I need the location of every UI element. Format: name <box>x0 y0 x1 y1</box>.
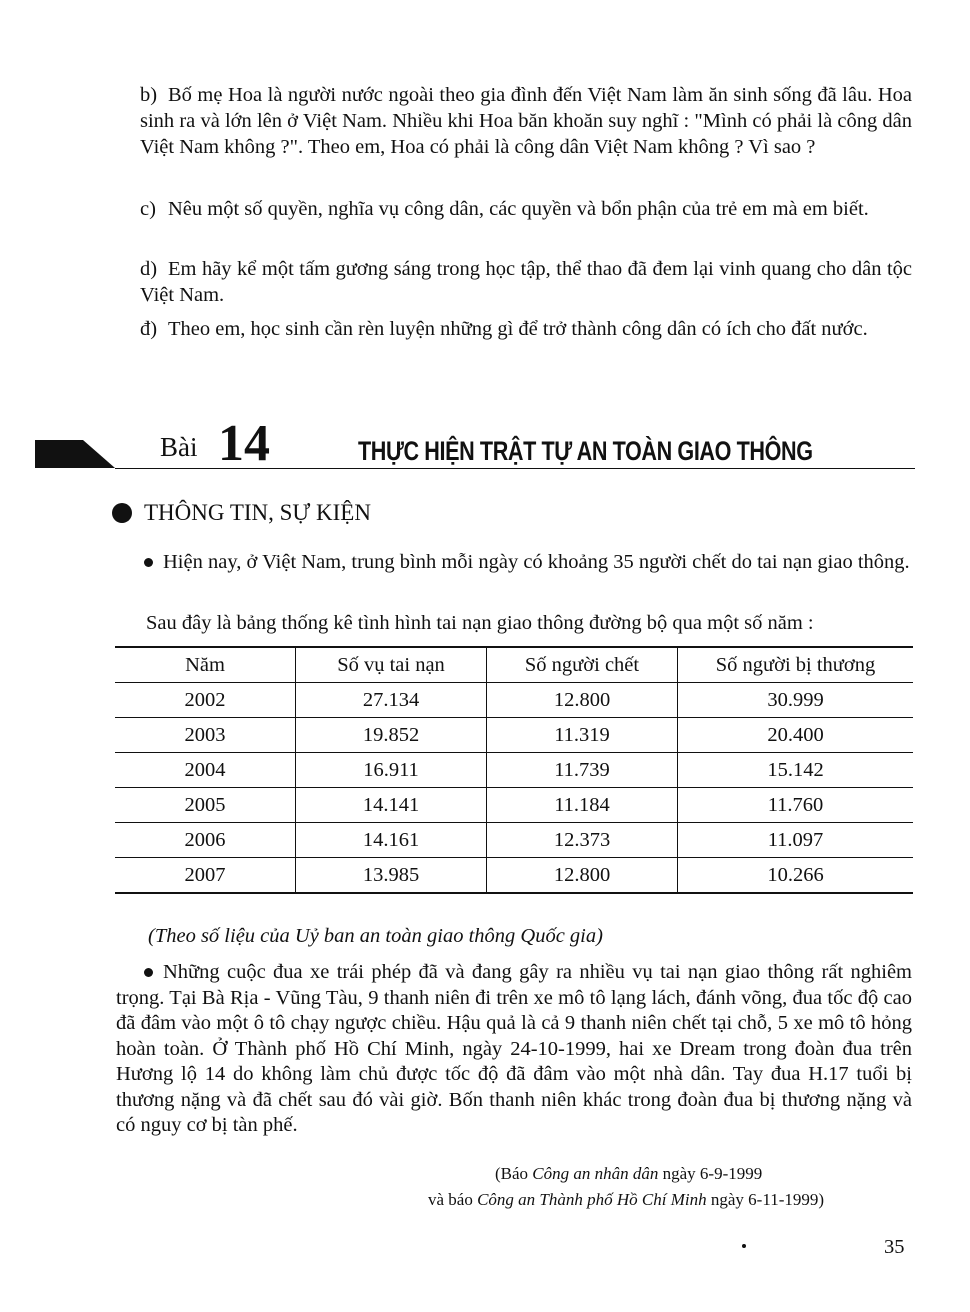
paragraph-text: Hiện nay, ở Việt Nam, trung bình mỗi ngày có khoảng 35 người chết do tai nạn giao thông. <box>163 551 910 573</box>
lesson-underline <box>115 468 915 469</box>
paragraph-table-intro <box>116 610 912 636</box>
cell-accidents: 16.911 <box>296 753 487 788</box>
section-title: THÔNG TIN, SỰ KIỆN <box>144 500 371 525</box>
cell-deaths: 12.800 <box>487 858 678 894</box>
citation-date: ngày 6-9-1999 <box>658 1164 763 1183</box>
cell-year: 2007 <box>115 858 296 894</box>
bullet-icon <box>144 558 153 567</box>
table-row <box>115 718 913 753</box>
cell-injured: 20.400 <box>678 718 914 753</box>
question-text: Bố mẹ Hoa là người nước ngoài theo gia đình đến Việt Nam làm ăn sinh sống đã lâu. Hoa sinh ra và lớn lên ở Việt Nam. Nhiều khi Hoa băn khoăn suy nghĩ : "Mình có phải là công dân Việt Nam không ?". Theo em, Hoa có phải là công dân Việt Nam không ? Vì sao ? <box>140 84 912 158</box>
question-label: b) <box>140 84 158 106</box>
table-row <box>115 753 913 788</box>
cell-year: 2005 <box>115 788 296 823</box>
page-number: 35 <box>884 1236 905 1258</box>
bullet-icon <box>144 968 153 977</box>
question-c <box>140 196 912 222</box>
section-bullet-icon <box>112 503 132 523</box>
cell-deaths: 11.319 <box>487 718 678 753</box>
table-header-row <box>115 647 913 683</box>
question-text: Theo em, học sinh cần rèn luyện những gì để trở thành công dân có ích cho đất nước. <box>168 318 868 340</box>
header-year: Năm <box>115 647 296 683</box>
header-deaths: Số người chết <box>487 647 678 683</box>
paragraph-text: Những cuộc đua xe trái phép đã và đang gây ra nhiều vụ tai nạn giao thông rất nghiêm trọng. Tại Bà Rịa - Vũng Tàu, 9 thanh niên đi trên xe mô tô lạng lách, đánh võng, đua tốc độ cao đã đâm vào một ô tô chạy ngược chiều. Hậu quả là cả 9 thanh niên chết tại chỗ, 5 xe mô tô hỏng hoàn toàn. Ở Thành phố Hồ Chí Minh, ngày 24-10-1999, hai xe Dream trong đoàn đua trên Hương lộ 14 do không làm chủ được tốc độ đã đâm vào một nhà dân. Tay đua H.17 tuổi bị thương nặng và đã chết sau đó vài giờ. Bốn thanh niên khác trong đoàn đua bị thương nặng và có nguy cơ bị tàn phế. <box>116 961 912 1136</box>
section-heading <box>112 500 371 526</box>
question-label: đ) <box>140 318 158 340</box>
citation-date: ngày 6-11-1999) <box>706 1190 825 1209</box>
question-label: c) <box>140 198 156 220</box>
lesson-number: 14 <box>218 415 270 472</box>
cell-injured: 11.760 <box>678 788 914 823</box>
citation-text: và báo <box>428 1190 478 1209</box>
cell-accidents: 13.985 <box>296 858 487 894</box>
paragraph-intro <box>116 549 912 575</box>
page-dot <box>742 1244 746 1248</box>
cell-accidents: 19.852 <box>296 718 487 753</box>
lesson-marker-icon <box>35 440 115 468</box>
header-injured: Số người bị thương <box>678 647 914 683</box>
cell-accidents: 14.161 <box>296 823 487 858</box>
cell-accidents: 27.134 <box>296 683 487 718</box>
cell-deaths: 11.739 <box>487 753 678 788</box>
cell-injured: 30.999 <box>678 683 914 718</box>
question-text: Em hãy kể một tấm gương sáng trong học tập, thể thao đã đem lại vinh quang cho dân tộc Việt Nam. <box>140 258 912 306</box>
cell-injured: 11.097 <box>678 823 914 858</box>
table-row <box>115 788 913 823</box>
lesson-title: THỰC HIỆN TRẬT TỰ AN TOÀN GIAO THÔNG <box>358 436 813 466</box>
citation-text: (Báo <box>495 1164 533 1183</box>
table-row <box>115 858 913 894</box>
accident-statistics-table <box>115 646 913 894</box>
citation-source-title: Công an Thành phố Hồ Chí Minh <box>477 1190 707 1209</box>
cell-year: 2003 <box>115 718 296 753</box>
citation-line-1 <box>495 1164 762 1184</box>
table-row <box>115 823 913 858</box>
cell-year: 2002 <box>115 683 296 718</box>
question-label: d) <box>140 258 158 280</box>
cell-year: 2004 <box>115 753 296 788</box>
lesson-header <box>35 410 915 470</box>
cell-deaths: 11.184 <box>487 788 678 823</box>
lesson-label: Bài <box>160 432 198 462</box>
cell-year: 2006 <box>115 823 296 858</box>
question-text: Nêu một số quyền, nghĩa vụ công dân, các quyền và bổn phận của trẻ em mà em biết. <box>168 198 869 220</box>
cell-injured: 10.266 <box>678 858 914 894</box>
cell-accidents: 14.141 <box>296 788 487 823</box>
paragraph-racing <box>116 960 912 1139</box>
table-row <box>115 683 913 718</box>
citation-source-title: Công an nhân dân <box>532 1164 659 1183</box>
cell-deaths: 12.373 <box>487 823 678 858</box>
question-dd <box>140 316 912 342</box>
table-source: (Theo số liệu của Uỷ ban an toàn giao thông Quốc gia) <box>148 925 603 947</box>
citation-line-2 <box>428 1190 824 1210</box>
cell-deaths: 12.800 <box>487 683 678 718</box>
question-b <box>140 82 912 160</box>
cell-injured: 15.142 <box>678 753 914 788</box>
question-d <box>140 256 912 308</box>
header-accidents: Số vụ tai nạn <box>296 647 487 683</box>
paragraph-text: Sau đây là bảng thống kê tình hình tai nạn giao thông đường bộ qua một số năm : <box>146 612 814 634</box>
